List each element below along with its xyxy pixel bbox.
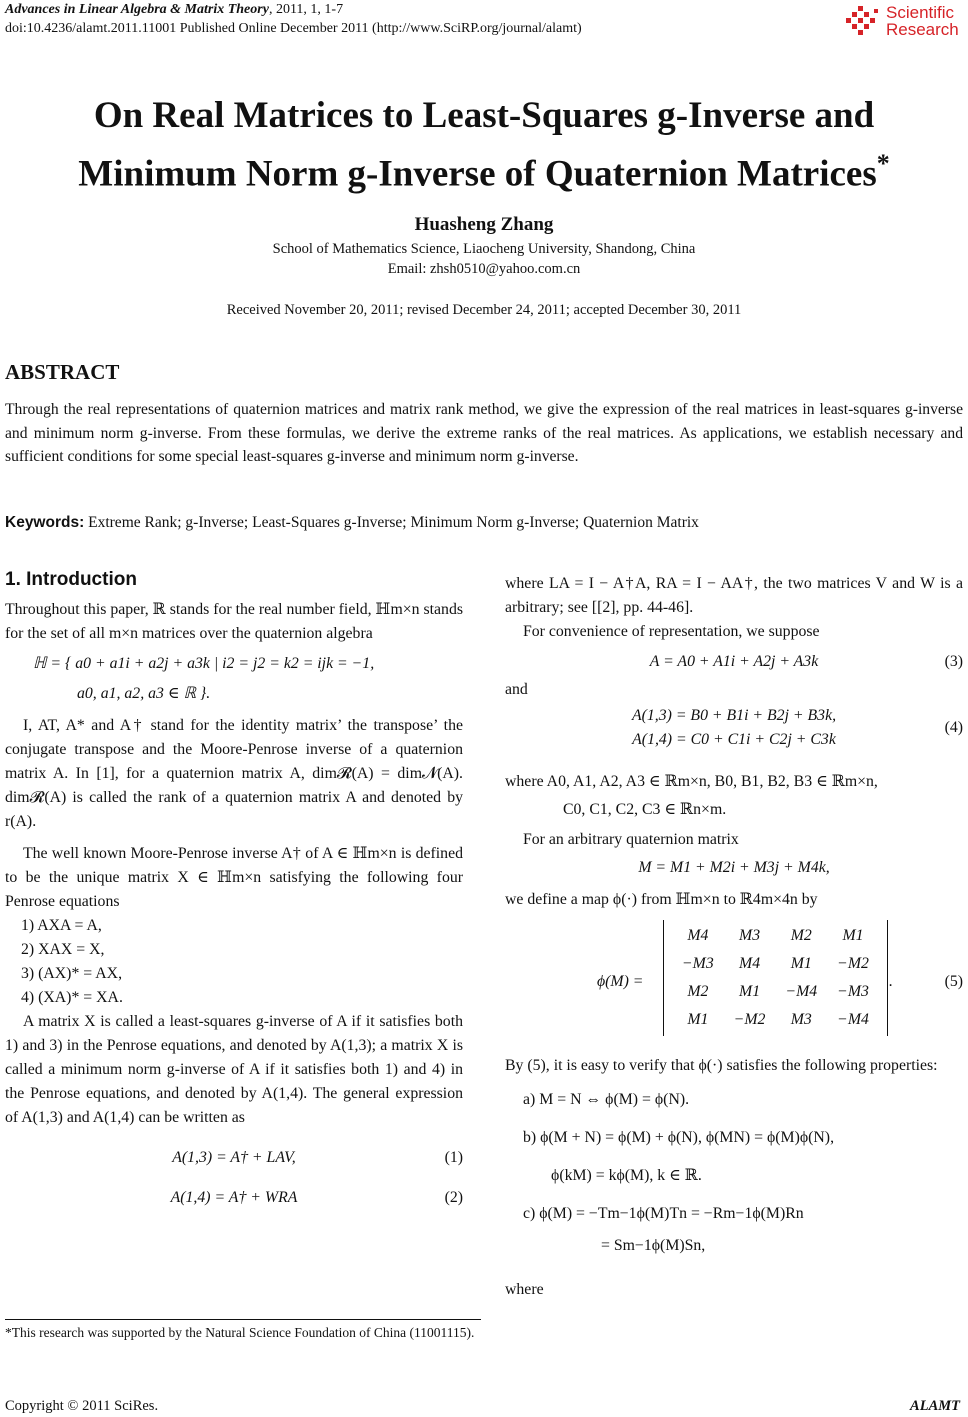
penrose-eq-3: 3) (AX)* = AX,	[21, 965, 123, 982]
penrose-eq-2: 2) XAX = X,	[21, 941, 105, 958]
keywords-text: Extreme Rank; g-Inverse; Least-Squares g-Inverse; Minimum Norm g-Inverse; Quaternion Matrix	[88, 514, 699, 531]
author-name: Huasheng Zhang	[414, 214, 554, 235]
section-heading-introduction: 1. Introduction	[5, 569, 137, 590]
phi-matrix-table	[672, 922, 879, 1034]
abstract-text: Through the real representations of quaternion matrices and matrix rank method, we give the expression of the real matrices in least-squares g-inverse and minimum norm g-inverse. From these formulas, we derive the extreme ranks of the real matrices. As applications, we establish necessary and sufficient conditions for some special least-squares g-inverse and minimum norm g-inverse.	[5, 401, 963, 465]
left-column	[5, 568, 463, 1210]
footnote-divider	[5, 1319, 481, 1320]
journal-volume: , 2011, 1, 1-7	[268, 2, 344, 17]
equation-5	[505, 920, 963, 1046]
equation-1	[5, 1146, 463, 1170]
phi-matrix-cell: M1	[790, 955, 812, 972]
right-paragraph-4: we define a map ϕ(·) from ℍm×n to ℝ4m×4n by	[505, 891, 818, 908]
equation-5-number: (5)	[944, 973, 963, 990]
where-line-1: where A0, A1, A2, A3 ∈ ℝm×n, B0, B1, B2, B3 ∈ ℝm×n,	[505, 773, 878, 790]
title-footnote-mark: *	[876, 149, 890, 178]
equation-quaternion-set-1: ℍ = { a0 + a1i + a2j + a3k | i2 = j2 = k2 = ijk = −1,	[33, 655, 375, 672]
phi-matrix-cell: M1	[687, 1011, 709, 1028]
equation-quaternion-set-2: a0, a1, a2, a3 ∈ ℝ }.	[77, 685, 211, 702]
keywords	[5, 514, 699, 532]
where-line-2: C0, C1, C2, C3 ∈ ℝn×m.	[563, 801, 727, 818]
phi-matrix-row	[672, 950, 879, 978]
phi-matrix-cell: M3	[790, 1011, 812, 1028]
equation-5-lhs: ϕ(M) =	[597, 973, 644, 990]
property-c-1: c) ϕ(M) = −Tm−1ϕ(M)Tn = −Rm−1ϕ(M)Rn	[523, 1205, 804, 1222]
logo-text-scientific: Scientific	[886, 3, 955, 22]
logo-text-research: Research	[886, 20, 959, 39]
phi-matrix	[663, 920, 888, 1036]
phi-matrix-cell: −M2	[837, 955, 869, 972]
phi-matrix-row	[672, 978, 879, 1006]
equation-2	[5, 1186, 463, 1210]
right-paragraph-3: For an arbitrary quaternion matrix	[523, 831, 739, 848]
equation-3	[505, 650, 963, 674]
right-column	[505, 572, 963, 1302]
copyright: Copyright © 2011 SciRes.	[5, 1398, 159, 1414]
publisher-logo	[846, 2, 964, 42]
right-paragraph-1: where LA = I − A†A, RA = I − AA†, the two matrices V and W is a arbitrary; see [[2], pp. 44-46].	[505, 575, 963, 616]
keywords-label: Keywords:	[5, 514, 85, 531]
equation-3-number: (3)	[944, 653, 963, 670]
equation-4-number: (4)	[944, 719, 963, 736]
paper-title	[20, 92, 948, 198]
phi-matrix-cell: M2	[790, 927, 812, 944]
journal-name: Advances in Linear Algebra & Matrix Theory	[5, 2, 269, 17]
title-text: On Real Matrices to Least-Squares g-Inverse and Minimum Norm g-Inverse of Quaternion Matrices	[78, 95, 877, 195]
penrose-eq-4: 4) (XA)* = XA.	[21, 989, 123, 1006]
phi-matrix-cell: −M4	[785, 983, 818, 1000]
abstract-heading: ABSTRACT	[5, 360, 120, 384]
phi-matrix-cell: −M3	[837, 983, 869, 1000]
doi-line: doi:10.4236/alamt.2011.11001 Published Online December 2011 (http://www.SciRP.org/journal/alamt)	[5, 21, 582, 36]
journal-abbreviation: ALAMT	[910, 1398, 960, 1414]
equation-3-body: A = A0 + A1i + A2j + A3k	[649, 653, 819, 670]
phi-matrix-row	[672, 922, 879, 950]
phi-matrix-cell: M3	[739, 927, 761, 944]
phi-matrix-cell: M4	[687, 927, 709, 944]
journal-header	[5, 2, 343, 18]
intro-paragraph-4: A matrix X is called a least-squares g-inverse of A if it satisfies both 1) and 3) in the Penrose equations, and denoted by A(1,3); a matrix X is called a minimum norm g-inverse of A if it satisfies both 1) and 4) in the Penrose equations, and denoted by A(1,4). The general expression of A(1,3) and A(1,4) can be written as	[5, 1013, 463, 1126]
equation-1-number: (1)	[444, 1149, 463, 1166]
penrose-eq-1: 1) AXA = A,	[21, 917, 102, 934]
phi-matrix-cell: M1	[739, 983, 761, 1000]
equation-2-body: A(1,4) = A† + WRA	[170, 1189, 298, 1206]
where-closing: where	[505, 1281, 544, 1298]
equation-M: M = M1 + M2i + M3j + M4k,	[638, 859, 830, 876]
property-b-2: ϕ(kM) = kϕ(M), k ∈ ℝ.	[551, 1167, 702, 1184]
footnote: *This research was supported by the Natural Science Foundation of China (11001115).	[5, 1325, 475, 1340]
equation-4a: A(1,3) = B0 + B1i + B2j + B3k,	[631, 707, 837, 724]
equation-2-number: (2)	[444, 1189, 463, 1206]
equation-4b: A(1,4) = C0 + C1i + C2j + C3k	[632, 731, 836, 748]
equation-1-body: A(1,3) = A† + LAV,	[172, 1149, 296, 1166]
phi-matrix-cell: M4	[739, 955, 761, 972]
phi-matrix-cell: −M3	[682, 955, 714, 972]
phi-matrix-cell: −M2	[733, 1011, 766, 1028]
intro-paragraph-3: The well known Moore-Penrose inverse A† of A ∈ ℍm×n is defined to be the unique matrix X ∈ ℍm×n satisfying the following four Penrose equations	[5, 845, 463, 910]
right-paragraph-5: By (5), it is easy to verify that ϕ(·) satisfies the following properties:	[505, 1057, 938, 1074]
right-paragraph-2: For convenience of representation, we suppose	[523, 623, 820, 640]
intro-paragraph-1: Throughout this paper, ℝ stands for the real number field, ℍm×n stands for the set of all m×n matrices over the quaternion algebra	[5, 601, 463, 642]
logo-dots-icon	[846, 6, 880, 38]
author-email: Email: zhsh0510@yahoo.com.cn	[387, 261, 581, 277]
received-dates: Received November 20, 2011; revised December 24, 2011; accepted December 30, 2011	[226, 302, 742, 318]
phi-matrix-cell: −M4	[837, 1011, 869, 1028]
affiliation: School of Mathematics Science, Liaocheng University, Shandong, China	[272, 241, 696, 257]
phi-matrix-row	[672, 1006, 879, 1034]
phi-matrix-cell: M2	[687, 983, 709, 1000]
phi-matrix-cell: M1	[842, 927, 864, 944]
property-a: a) M = N ⇔ ϕ(M) = ϕ(N).	[523, 1091, 690, 1108]
equation-4	[505, 704, 963, 752]
property-c-2: = Sm−1ϕ(M)Sn,	[601, 1237, 706, 1254]
intro-paragraph-2: I, AT, A* and A† stand for the identity matrix’ the transpose’ the conjugate transpose and the Moore-Penrose inverse of a quaternion matrix A. In [1], for a quaternion matrix A, dim𝓡(A) = dim𝓝(A). dim𝓡(A) is called the rank of a quaternion matrix A and denoted by r(A).	[5, 717, 463, 830]
equation-5-period: .	[889, 973, 893, 990]
and-text: and	[505, 681, 528, 698]
property-b-1: b) ϕ(M + N) = ϕ(M) + ϕ(N), ϕ(MN) = ϕ(M)ϕ(N),	[523, 1129, 835, 1146]
